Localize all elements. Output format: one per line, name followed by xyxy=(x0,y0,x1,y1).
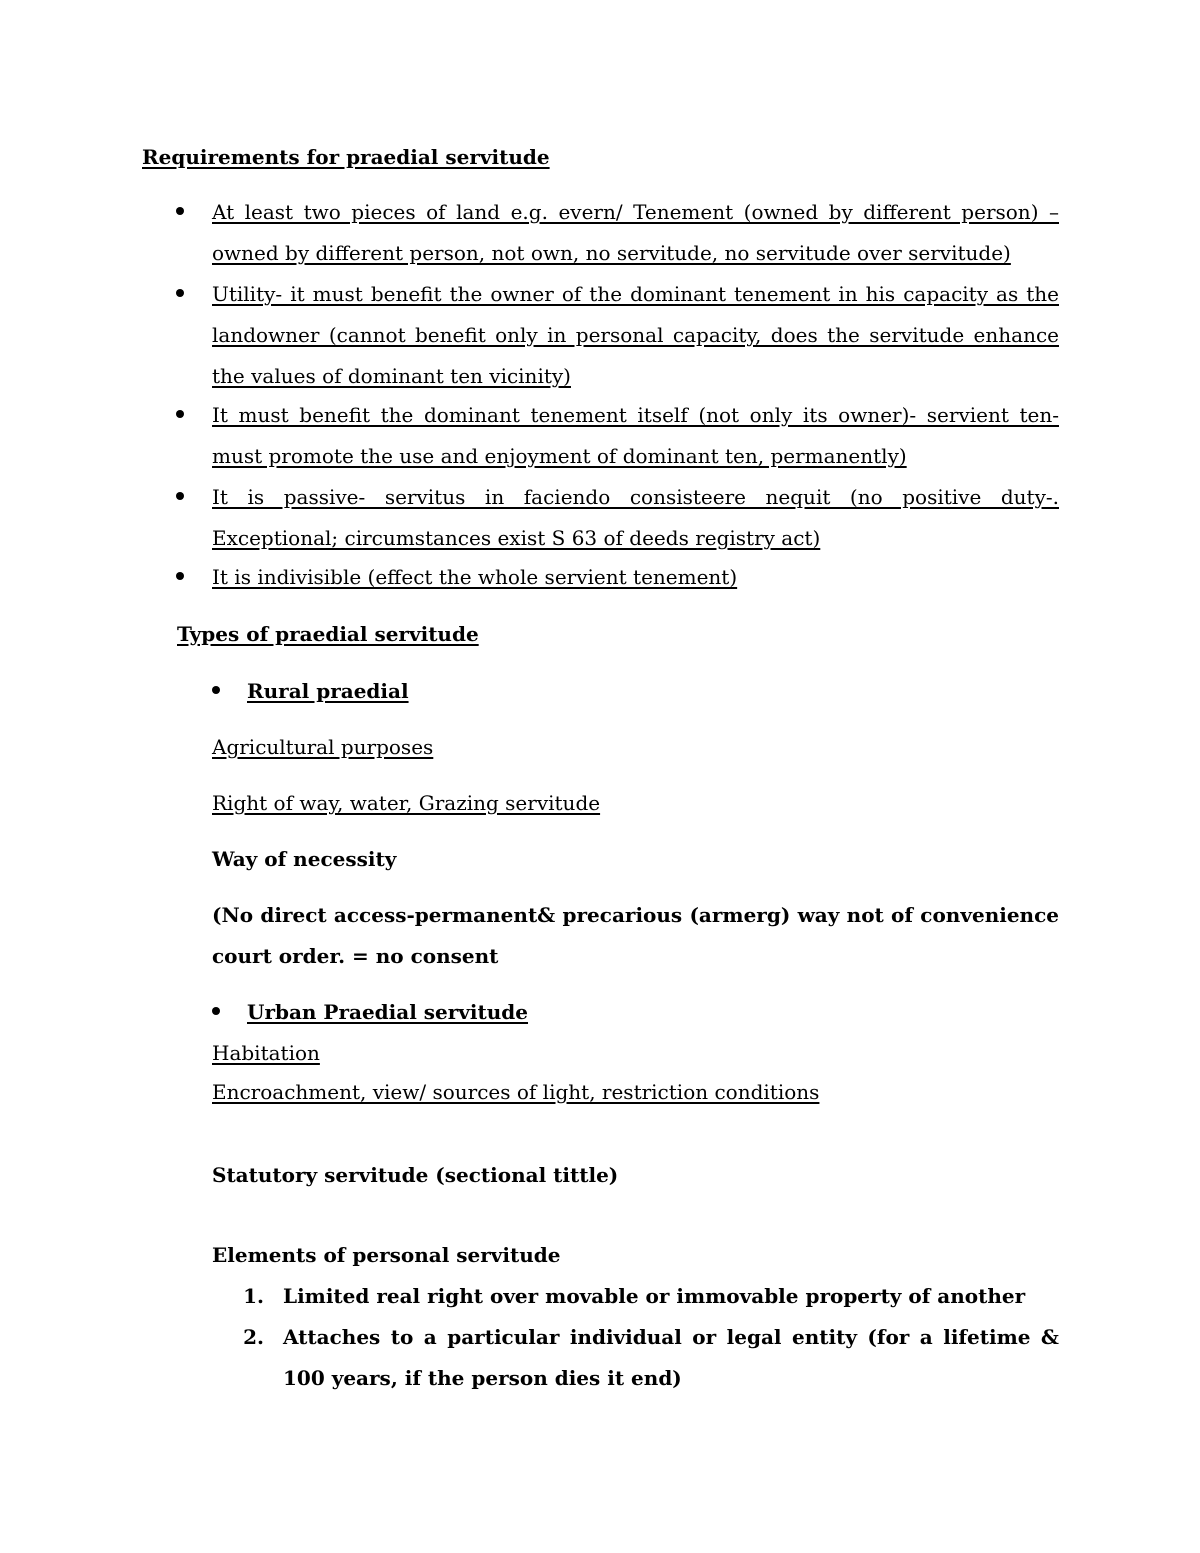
requirement-item-5: It is indivisible (effect the whole servient tenement) xyxy=(212,565,738,589)
requirements-heading: Requirements for praedial servitude xyxy=(142,145,550,169)
list-number: 1. xyxy=(243,1284,264,1308)
types-heading: Types of praedial servitude xyxy=(177,622,479,646)
way-of-necessity-heading: Way of necessity xyxy=(212,847,397,871)
rural-line-1: Agricultural purposes xyxy=(212,735,434,759)
rural-line-2: Right of way, water, Grazing servitude xyxy=(212,791,601,815)
bullet-icon xyxy=(176,207,184,215)
statutory-heading: Statutory servitude (sectional tittle) xyxy=(212,1163,619,1187)
bullet-icon xyxy=(212,1007,220,1015)
urban-line-2: Encroachment, view/ sources of light, restriction conditions xyxy=(212,1080,820,1104)
bullet-icon xyxy=(176,410,184,418)
requirement-item-2: Utility- it must benefit the owner of the dominant tenement in his capacity as the landowner (cannot benefit only in personal capacity, does the servitude enhance the values of dominant ten vicinity) xyxy=(212,282,1059,388)
urban-heading: Urban Praedial servitude xyxy=(247,1000,529,1024)
bullet-icon xyxy=(212,686,220,694)
personal-item-1: Limited real right over movable or immovable property of another xyxy=(283,1284,1026,1308)
bullet-icon xyxy=(176,492,184,500)
bullet-icon xyxy=(176,572,184,580)
requirement-item-3: It must benefit the dominant tenement itself (not only its owner)- servient ten- must promote the use and enjoyment of dominant ten, permanently) xyxy=(212,403,1059,468)
bullet-icon xyxy=(176,289,184,297)
urban-line-1: Habitation xyxy=(212,1041,320,1065)
requirement-item-4: It is passive- servitus in faciendo consisteere nequit (no positive duty-. Exceptional; circumstances exist S 63 of deeds registry act) xyxy=(212,485,1059,550)
personal-item-2: Attaches to a particular individual or legal entity (for a lifetime & 100 years, if the person dies it end) xyxy=(283,1325,1059,1390)
way-of-necessity-text: (No direct access-permanent& precarious (armerg) way not of convenience court order. = no consent xyxy=(212,903,1059,968)
list-number: 2. xyxy=(243,1325,264,1349)
rural-heading: Rural praedial xyxy=(247,679,409,703)
requirement-item-1: At least two pieces of land e.g. evern/ Tenement (owned by different person) – owned by different person, not own, no servitude, no servitude over servitude) xyxy=(212,200,1059,265)
personal-heading: Elements of personal servitude xyxy=(212,1243,561,1267)
